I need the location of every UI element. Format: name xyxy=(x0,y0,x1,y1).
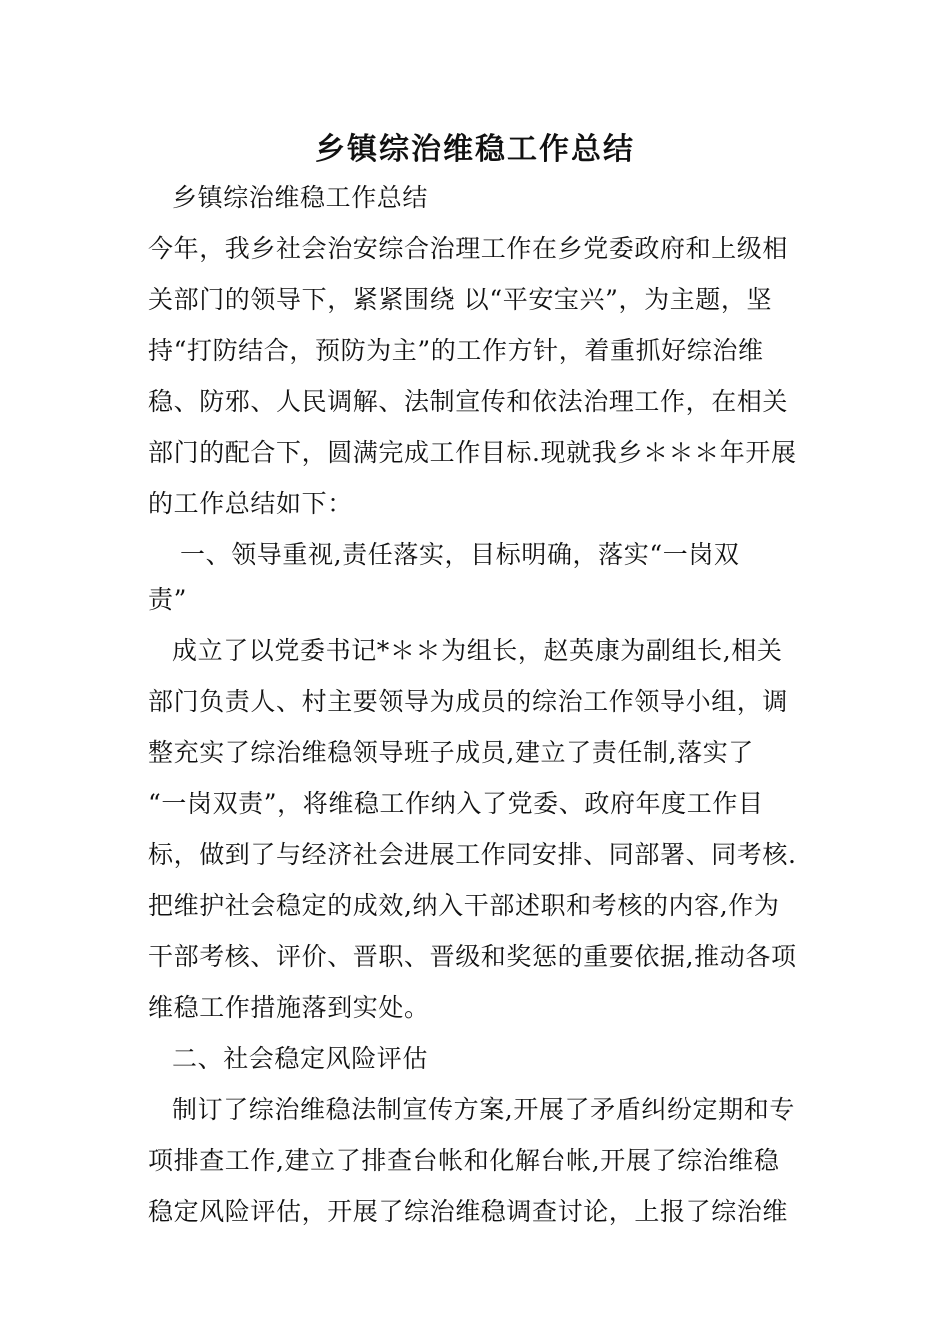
body-line: 部门的配合下，圆满完成工作目标.现就我乡＊＊＊年开展 xyxy=(148,438,797,467)
body-line: “一岗双责”，将维稳工作纳入了党委、政府年度工作目 xyxy=(148,789,764,818)
body-line: 干部考核、评价、晋职、晋级和奖惩的重要依据,推动各项 xyxy=(148,942,797,971)
body-line: 部门负责人、村主要领导为成员的综治工作领导小组，调 xyxy=(148,687,789,716)
section-heading: 一、领导重视,责任落实，目标明确，落实“一岗双 xyxy=(180,540,740,569)
body-line: 把维护社会稳定的成效,纳入干部述职和考核的内容,作为 xyxy=(148,891,780,920)
body-line: 持“打防结合，预防为主”的工作方针，着重抓好综治维 xyxy=(148,336,764,365)
section-heading-continuation: 责” xyxy=(148,585,187,614)
body-line: 稳定风险评估，开展了综治维稳调查讨论，上报了综治维 xyxy=(148,1197,789,1226)
body-line: 关部门的领导下，紧紧围绕 以“平安宝兴”，为主题，坚 xyxy=(148,285,773,314)
body-line: 稳、防邪、人民调解、法制宣传和依法治理工作，在相关 xyxy=(148,387,789,416)
body-line: 成立了以党委书记*＊＊为组长，赵英康为副组长,相关 xyxy=(172,636,783,665)
body-line: 项排查工作,建立了排查台帐和化解台帐,开展了综治维稳 xyxy=(148,1146,780,1175)
body-line: 的工作总结如下： xyxy=(148,489,353,518)
body-line: 今年，我乡社会治安综合治理工作在乡党委政府和上级相 xyxy=(148,234,789,263)
body-line: 标，做到了与经济社会进展工作同安排、同部署、同考核. xyxy=(148,840,797,869)
body-line: 制订了综治维稳法制宣传方案,开展了矛盾纠纷定期和专 xyxy=(172,1095,795,1124)
body-line: 整充实了综治维稳领导班子成员,建立了责任制,落实了 xyxy=(148,738,754,767)
document-title: 乡镇综治维稳工作总结 xyxy=(315,132,635,167)
subtitle-line: 乡镇综治维稳工作总结 xyxy=(172,183,429,212)
body-line: 维稳工作措施落到实处。 xyxy=(148,993,430,1022)
section-heading: 二、社会稳定风险评估 xyxy=(172,1044,429,1073)
